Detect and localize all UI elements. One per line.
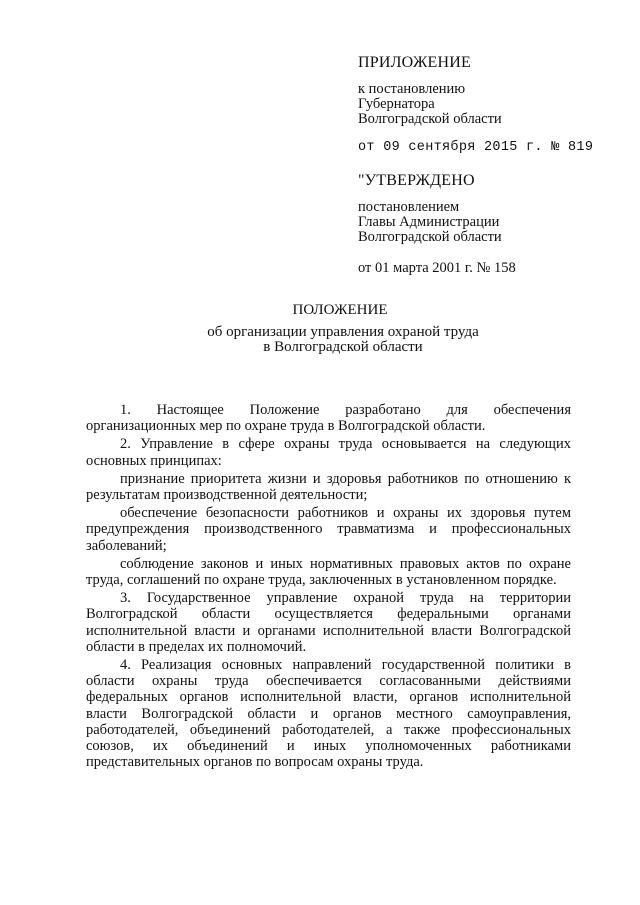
document-subtitle xyxy=(0,325,640,355)
document-subtitle-line: в Волгоградской области xyxy=(263,339,423,355)
principle-2: обеспечение безопасности работников и охраны их здоровья путем предупреждения производственного травматизма и профессиональных заболеваний; xyxy=(86,505,571,554)
paragraph-1: 1. Настоящее Положение разработано для обеспечения организационных мер по охране труда в Волгоградской области. xyxy=(86,402,571,435)
appendix-block xyxy=(358,55,593,155)
appendix-line: Волгоградской области xyxy=(358,111,502,127)
approved-issuer xyxy=(358,200,516,245)
approved-line: постановлением xyxy=(358,199,460,215)
document-body xyxy=(86,402,571,772)
appendix-title: ПРИЛОЖЕНИЕ xyxy=(358,54,472,71)
document-subtitle-line: об организации управления охраной труда xyxy=(207,324,479,340)
appendix-line: Губернатора xyxy=(358,96,435,112)
approved-block xyxy=(358,173,516,276)
principle-3: соблюдение законов и иных нормативных правовых актов по охране труда, соглашений по охране труда, заключенных в установленном порядке. xyxy=(86,555,571,589)
appendix-issuer xyxy=(358,82,593,127)
document-title: ПОЛОЖЕНИЕ xyxy=(292,302,388,318)
paragraph-3: 3. Государственное управление охраной труда на территории Волгоградской области осуществляется федеральными органами исполнительной власти и органами исполнительной власти Волгоградской области в пределах их полномочий. xyxy=(86,590,571,655)
principle-1: признание приоритета жизни и здоровья работников по отношению к результатам производственной деятельности; xyxy=(86,470,571,504)
approved-line: Волгоградской области xyxy=(358,229,502,245)
approved-date: от 01 марта 2001 г. № 158 xyxy=(358,260,516,276)
approved-title: "УТВЕРЖДЕНО xyxy=(358,172,475,189)
appendix-date: от 09 сентября 2015 г. № 819 xyxy=(358,140,594,155)
appendix-line: к постановлению xyxy=(358,81,466,97)
approved-line: Главы Администрации xyxy=(358,214,500,230)
paragraph-2: 2. Управление в сфере охраны труда основывается на следующих основных принципах: xyxy=(86,436,571,469)
paragraph-4: 4. Реализация основных направлений государственной политики в области охраны труда обеспечивается согласованными действиями федеральных органов исполнительной власти, органов исполнительной власти Волгоградской области и органов местного самоуправления, работодателей, объединений работодателей, а также профессиональных союзов, их объединений и иных уполномоченных работниками представительных органов по вопросам охраны труда. xyxy=(86,657,571,771)
